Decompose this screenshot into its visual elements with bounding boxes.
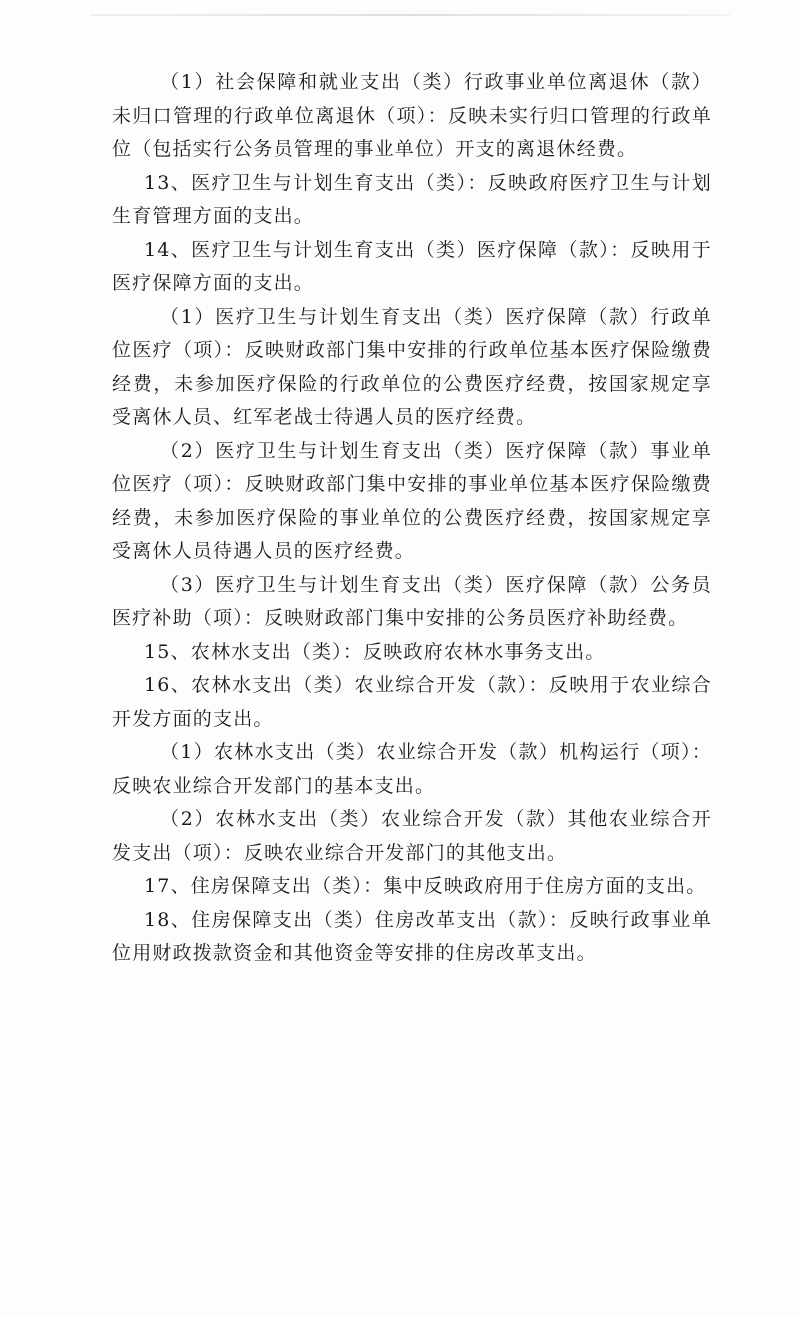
- paragraph-sub-item: （2）农林水支出（类）农业综合开发（款）其他农业综合开发支出（项）：反映农业综合开发部门的其他支出。: [112, 808, 712, 864]
- paragraph-item-14: 14、医疗卫生与计划生育支出（类）医疗保障（款）：反映用于医疗保障方面的支出。: [112, 238, 712, 294]
- paragraph-item-17: 17、住房保障支出（类）：集中反映政府用于住房方面的支出。: [144, 875, 707, 897]
- paragraph-item-15: 15、农林水支出（类）：反映政府农林水事务支出。: [144, 640, 606, 663]
- paragraph-sub-item: （3）医疗卫生与计划生育支出（类）医疗保障（款）公务员医疗补助（项）：反映财政部门集中安排的公务员医疗补助经费。: [112, 573, 712, 629]
- paragraph-item-13: 13、医疗卫生与计划生育支出（类）：反映政府医疗卫生与计划生育管理方面的支出。: [112, 171, 712, 227]
- document-body: [112, 66, 712, 971]
- paragraph-sub-item: （1）医疗卫生与计划生育支出（类）医疗保障（款）行政单位医疗（项）：反映财政部门集中安排的行政单位基本医疗保险缴费经费，未参加医疗保险的行政单位的公费医疗经费，按国家规定享受离休人员、红军老战士待遇人员的医疗经费。: [112, 305, 712, 428]
- paragraph-sub-item: （1）社会保障和就业支出（类）行政事业单位离退休（款）未归口管理的行政单位离退休（项）：反映未实行归口管理的行政单位（包括实行公务员管理的事业单位）开支的离退休经费。: [112, 71, 712, 160]
- paragraph-item-16: 16、农林水支出（类）农业综合开发（款）：反映用于农业综合开发方面的支出。: [112, 674, 712, 730]
- paragraph-sub-item: （1）农林水支出（类）农业综合开发（款）机构运行（项）：反映农业综合开发部门的基本支出。: [112, 741, 712, 797]
- scan-edge-line: [90, 14, 730, 16]
- paragraph-item-18: 18、住房保障支出（类）住房改革支出（款）：反映行政事业单位用财政拨款资金和其他资金等安排的住房改革支出。: [112, 908, 712, 964]
- paragraph-sub-item: （2）医疗卫生与计划生育支出（类）医疗保障（款）事业单位医疗（项）：反映财政部门集中安排的事业单位基本医疗保险缴费经费，未参加医疗保险的事业单位的公费医疗经费，按国家规定享受离休人员待遇人员的医疗经费。: [112, 439, 712, 562]
